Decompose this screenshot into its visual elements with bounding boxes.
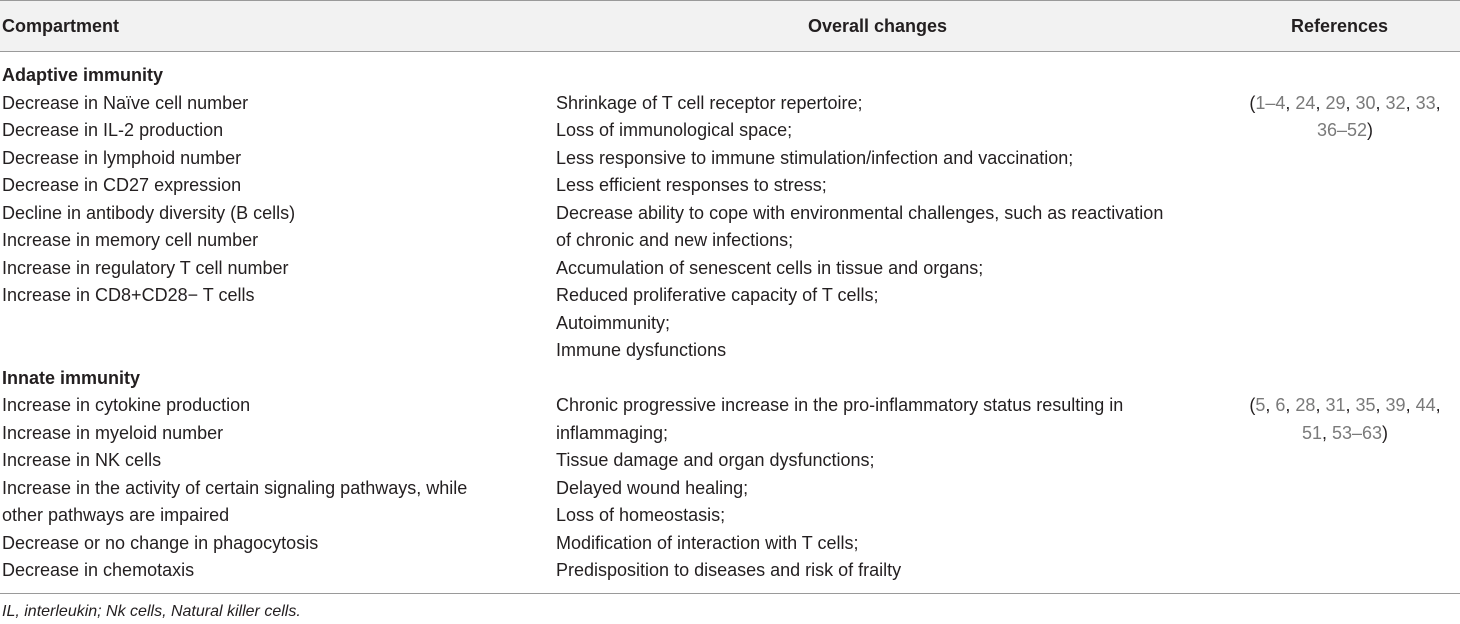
compartment-cell: Decrease in CD27 expression bbox=[2, 175, 242, 195]
change-cell: inflammaging; bbox=[556, 422, 669, 443]
innate-compartment-column bbox=[2, 365, 522, 585]
reference-line: (1–4, 24, 29, 30, 32, 33, bbox=[1249, 92, 1441, 113]
change-cell: Decrease ability to cope with environmental challenges, such as reactivation bbox=[556, 202, 1164, 223]
compartment-cell: Decrease in Naïve cell number bbox=[2, 92, 249, 113]
change-cell: Less efficient responses to stress; bbox=[556, 175, 827, 195]
compartment-cell: Decrease or no change in phagocytosis bbox=[2, 532, 319, 553]
compartment-cell: Increase in cytokine production bbox=[2, 395, 251, 415]
reference-link[interactable]: 32 bbox=[1385, 92, 1406, 113]
reference-link[interactable]: 1–4 bbox=[1255, 92, 1286, 113]
change-cell: Accumulation of senescent cells in tissue and organs; bbox=[556, 257, 984, 278]
compartment-cell: Increase in myeloid number bbox=[2, 422, 224, 443]
table-footnote: IL, interleukin; Nk cells, Natural killer cells. bbox=[2, 603, 301, 620]
reference-link[interactable]: 30 bbox=[1355, 92, 1376, 113]
change-cell: Reduced proliferative capacity of T cells; bbox=[556, 285, 879, 305]
change-cell: Autoimmunity; bbox=[556, 312, 671, 333]
reference-line: 36–52) bbox=[1316, 120, 1374, 140]
compartment-cell: other pathways are impaired bbox=[2, 505, 230, 525]
reference-link[interactable]: 28 bbox=[1295, 395, 1316, 415]
compartment-cell: Decrease in chemotaxis bbox=[2, 560, 195, 580]
innate-references-column bbox=[1230, 392, 1460, 447]
reference-link[interactable]: 44 bbox=[1415, 395, 1436, 415]
change-cell: Modification of interaction with T cells; bbox=[556, 532, 859, 553]
section-title-innate: Innate immunity bbox=[2, 367, 141, 388]
reference-link[interactable]: 36–52 bbox=[1316, 120, 1368, 140]
reference-link[interactable]: 53–63 bbox=[1331, 422, 1383, 443]
change-cell: Tissue damage and organ dysfunctions; bbox=[556, 450, 875, 470]
change-cell: Loss of homeostasis; bbox=[556, 505, 726, 525]
change-cell: Shrinkage of T cell receptor repertoire; bbox=[556, 92, 863, 113]
reference-link[interactable]: 39 bbox=[1385, 395, 1406, 415]
compartment-cell: Increase in memory cell number bbox=[2, 230, 259, 250]
reference-link[interactable]: 6 bbox=[1275, 395, 1286, 415]
change-cell: Chronic progressive increase in the pro-inflammatory status resulting in bbox=[556, 395, 1124, 415]
reference-link[interactable]: 31 bbox=[1325, 395, 1346, 415]
change-cell: Predisposition to diseases and risk of frailty bbox=[556, 560, 902, 580]
reference-line: (5, 6, 28, 31, 35, 39, 44, bbox=[1249, 395, 1441, 415]
reference-link[interactable]: 33 bbox=[1415, 92, 1436, 113]
change-cell: Loss of immunological space; bbox=[556, 120, 793, 140]
table-bottom-rule bbox=[0, 593, 1460, 594]
compartment-cell: Increase in NK cells bbox=[2, 450, 162, 470]
header-overall-changes: Overall changes bbox=[808, 16, 948, 36]
reference-link[interactable]: 51 bbox=[1301, 422, 1322, 443]
header-compartment: Compartment bbox=[2, 16, 120, 36]
change-cell: of chronic and new infections; bbox=[556, 230, 794, 250]
adaptive-compartment-column bbox=[2, 62, 522, 310]
compartment-cell: Increase in the activity of certain signaling pathways, while bbox=[2, 477, 468, 498]
compartment-cell: Decrease in IL-2 production bbox=[2, 120, 224, 140]
change-cell: Less responsive to immune stimulation/infection and vaccination; bbox=[556, 147, 1074, 168]
reference-line: 51, 53–63) bbox=[1301, 422, 1389, 443]
compartment-cell: Decrease in lymphoid number bbox=[2, 147, 242, 168]
change-cell: Delayed wound healing; bbox=[556, 477, 749, 498]
reference-link[interactable]: 35 bbox=[1355, 395, 1376, 415]
compartment-cell: Decline in antibody diversity (B cells) bbox=[2, 202, 296, 223]
compartment-cell: Increase in CD8+CD28− T cells bbox=[2, 285, 255, 305]
innate-changes-column bbox=[556, 392, 1236, 585]
reference-link[interactable]: 24 bbox=[1295, 92, 1316, 113]
table-header-row bbox=[0, 0, 1460, 52]
header-references: References bbox=[1291, 16, 1389, 36]
adaptive-changes-column bbox=[556, 90, 1236, 365]
compartment-cell: Increase in regulatory T cell number bbox=[2, 257, 289, 278]
reference-link[interactable]: 5 bbox=[1255, 395, 1266, 415]
reference-link[interactable]: 29 bbox=[1325, 92, 1346, 113]
section-title-adaptive: Adaptive immunity bbox=[2, 65, 164, 85]
change-cell: Immune dysfunctions bbox=[556, 340, 727, 360]
adaptive-references-column bbox=[1230, 90, 1460, 145]
